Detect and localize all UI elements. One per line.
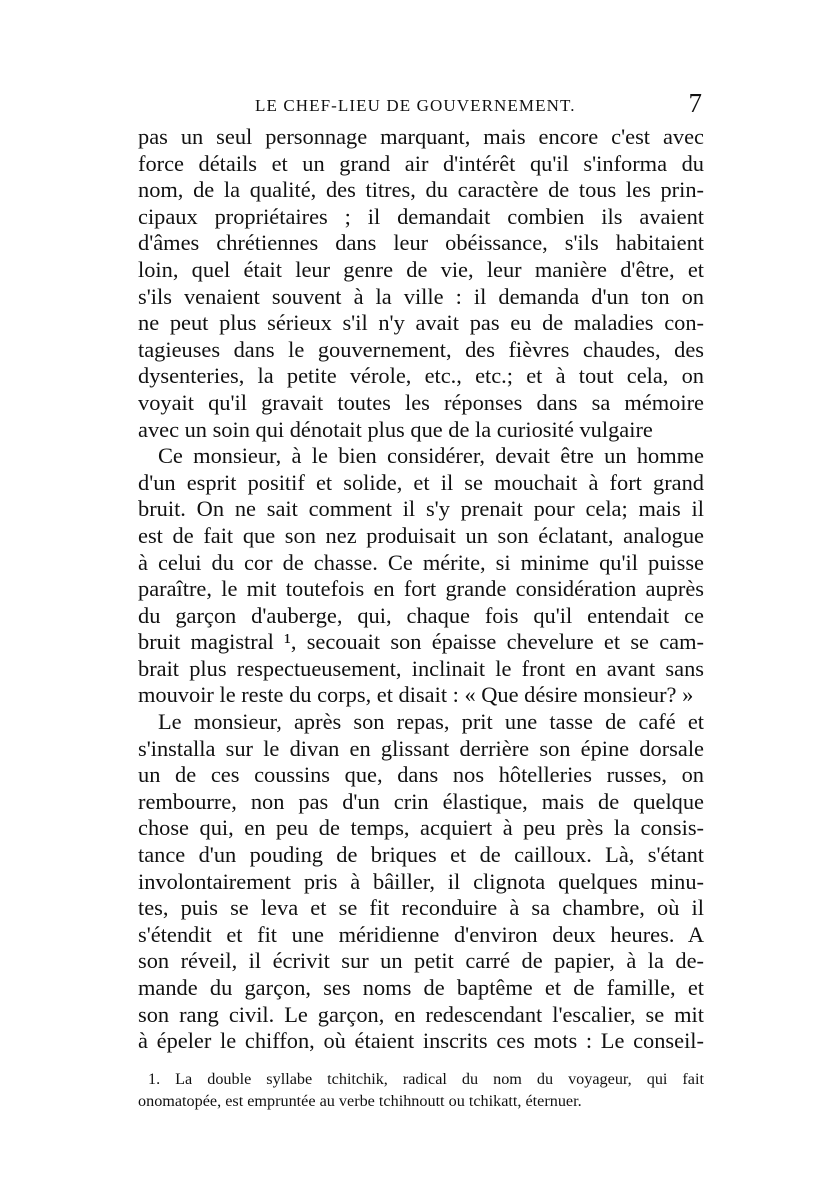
page-number: 7: [688, 88, 702, 118]
footnote: [138, 1068, 704, 1112]
paragraph-start-line: Ce monsieur, à le bien considérer, devait être un homme: [158, 443, 704, 469]
text-line: brait plus respectueusement, inclinait le front en avant sans: [138, 655, 704, 681]
text-line: dysenteries, la petite vérole, etc., etc.; et à tout cela, on: [138, 363, 704, 389]
text-line: nom, de la qualité, des titres, du caractère de tous les prin-: [138, 177, 704, 203]
running-header: [138, 90, 708, 126]
body-text: [138, 124, 704, 1055]
text-line: bruit. On ne sait comment il s'y prenait pour cela; mais il: [138, 496, 704, 522]
text-line: mande du garçon, ses noms de baptême et de famille, et: [138, 975, 704, 1000]
text-line: à épeler le chiffon, où étaient inscrits ces mots : Le conseil-: [138, 1028, 704, 1054]
footnote-line: 1. La double syllabe tchitchik, radical du nom du voyageur, qui fait: [148, 1070, 704, 1088]
text-line: son rang civil. Le garçon, en redescendant l'escalier, se mit: [138, 1001, 704, 1027]
text-line: à celui du cor de chasse. Ce mérite, si minime qu'il puisse: [138, 549, 704, 575]
text-line: chose qui, en peu de temps, acquiert à peu près la consis-: [138, 815, 704, 841]
text-line: pas un seul personnage marquant, mais encore c'est avec: [138, 124, 704, 149]
text-line: voyait qu'il gravait toutes les réponses dans sa mémoire: [138, 389, 704, 415]
text-line: ne peut plus sérieux s'il n'y avait pas eu de maladies con-: [138, 310, 704, 336]
paragraph-start-line: Le monsieur, après son repas, prit une tasse de café et: [158, 709, 704, 735]
text-line: son réveil, il écrivit sur un petit carré de papier, à la de-: [138, 948, 704, 974]
text-line: un de ces coussins que, dans nos hôtelleries russes, on: [138, 762, 704, 788]
text-line: loin, quel était leur genre de vie, leur manière d'être, et: [138, 256, 704, 282]
text-line: paraître, le mit toutefois en fort grande considération auprès: [138, 576, 704, 602]
text-line: s'étendit et fit une méridienne d'environ deux heures. A: [138, 921, 704, 947]
text-line: force détails et un grand air d'intérêt qu'il s'informa du: [138, 150, 704, 176]
text-line: du garçon d'auberge, qui, chaque fois qu'il entendait ce: [138, 602, 704, 628]
text-line: mouvoir le reste du corps, et disait : « Que désire monsieur? »: [138, 682, 694, 708]
text-line: s'ils venaient souvent à la ville : il demanda d'un ton on: [138, 283, 704, 309]
text-line: s'installa sur le divan en glissant derrière son épine dorsale: [138, 735, 704, 761]
text-line: d'un esprit positif et solide, et il se mouchait à fort grand: [138, 469, 704, 495]
running-title: LE CHEF-LIEU DE GOUVERNEMENT.: [255, 96, 576, 115]
footnote-line: onomatopée, est empruntée au verbe tchihnoutt ou tchikatt, éternuer.: [138, 1092, 582, 1110]
text-line: tagieuses dans le gouvernement, des fièvres chaudes, des: [138, 336, 704, 362]
text-line: rembourre, non pas d'un crin élastique, mais de quelque: [138, 788, 704, 814]
text-line: involontairement pris à bâiller, il clignota quelques minu-: [138, 868, 704, 894]
text-line: est de fait que son nez produisait un son éclatant, analogue: [138, 522, 704, 548]
text-line: bruit magistral ¹, secouait son épaisse chevelure et se cam-: [138, 629, 704, 655]
text-line: d'âmes chrétiennes dans leur obéissance, s'ils habitaient: [138, 230, 704, 256]
text-line: cipaux propriétaires ; il demandait combien ils avaient: [138, 203, 704, 229]
text-line: tance d'un pouding de briques et de cailloux. Là, s'étant: [138, 842, 704, 868]
text-line: tes, puis se leva et se fit reconduire à sa chambre, où il: [138, 895, 704, 921]
text-line: avec un soin qui dénotait plus que de la curiosité vulgaire: [138, 416, 653, 442]
